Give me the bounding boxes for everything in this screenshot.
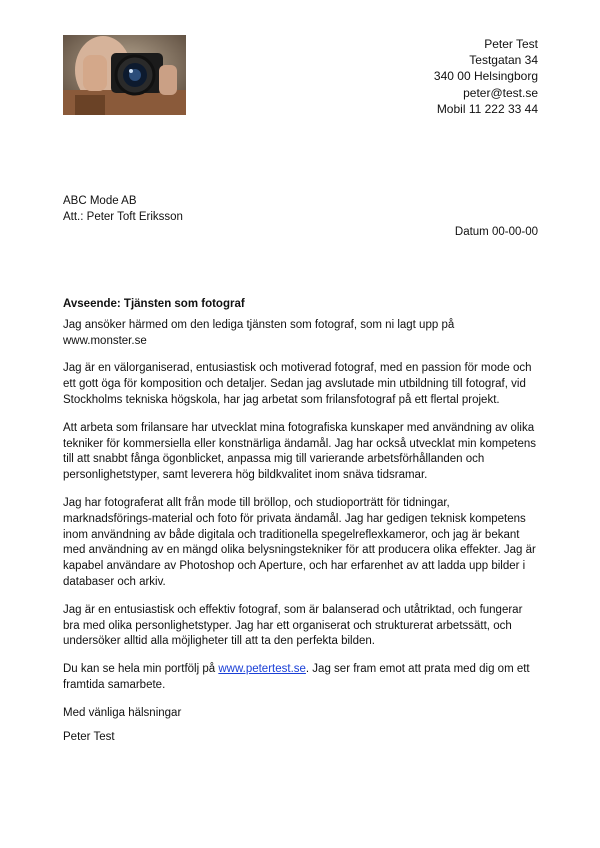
paragraph-3: Att arbeta som frilansare har utvecklat mina fotografiska kunskaper med användning av olika tekniker för kommersiella eller konstnärliga ändamål. Jag har också utvecklat min kompetens till att snabbt fånga ögonblicket, anpassa mig till varierande arbetsförhållanden och personlighetstyper, samt leverera hög bildkvalitet inom snäva tidsramar. xyxy=(63,421,536,482)
paragraph-1: Jag ansöker härmed om den lediga tjänsten som fotograf, som ni lagt upp på www.monster.se xyxy=(63,318,455,347)
camera-photo-icon xyxy=(63,35,186,115)
paragraph-5: Jag är en entusiastisk och effektiv fotograf, som är balanserad och utåtriktad, och fungerar bra med olika personlighetstyper. Jag har ett organiserat och strukturerat arbetssätt, och undersöker alltid alla möjligheter till att ta den perfekta bilden. xyxy=(63,603,523,648)
sender-phone: Mobil 11 222 33 44 xyxy=(436,101,538,116)
recipient-attention: Att.: Peter Toft Eriksson xyxy=(63,210,183,223)
signature: Peter Test xyxy=(63,730,115,743)
paragraph-4: Jag har fotograferat allt från mode till bröllop, och studioporträtt för tidningar, marknadsförings-material och foto för privata ändamål. Jag har gedigen teknisk kompetens inom användning av både digitala och traditionella spegelreflexkameror, och jag är bekant med användning av en mängd olika belysningstekniker för att producera olika effekter. Jag är kapabel användare av Photoshop och Aperture, och har erfarenhet av att ladda upp bilder i databaser och arkiv. xyxy=(63,496,536,588)
closing: Med vänliga hälsningar xyxy=(63,706,182,719)
sender-email: peter@test.se xyxy=(463,85,538,100)
sender-name: Peter Test xyxy=(484,37,538,51)
portfolio-link[interactable]: www.petertest.se xyxy=(218,663,306,676)
letter-body xyxy=(63,297,541,757)
paragraph-6-end: . Jag ser fram emot att prata med dig om ett framtida samarbete. xyxy=(63,663,530,691)
paragraph-2: Jag är en välorganiserad, entusiastisk och motiverad fotograf, med en passion för mode och ett gott öga för komposition och detaljer. Sedan jag avslutade min utbildning till fotograf, vid Stockholms tekniska högskola, har jag arbetat som frilansfotograf på ett flertal projekt. xyxy=(63,362,532,406)
sender-city: 340 00 Helsingborg xyxy=(433,69,538,84)
sender-street: Testgatan 34 xyxy=(469,53,538,68)
letter-date: Datum 00-00-00 xyxy=(454,226,538,238)
paragraph-6 xyxy=(63,662,541,694)
recipient-company: ABC Mode AB xyxy=(63,195,137,207)
paragraph-6-start: Du kan se hela min portfölj på xyxy=(63,663,219,676)
sender-address xyxy=(434,36,538,117)
recipient-address xyxy=(63,194,183,226)
photographer-photo xyxy=(63,35,186,115)
letter-subject: Avseende: Tjänsten som fotograf xyxy=(63,298,245,310)
